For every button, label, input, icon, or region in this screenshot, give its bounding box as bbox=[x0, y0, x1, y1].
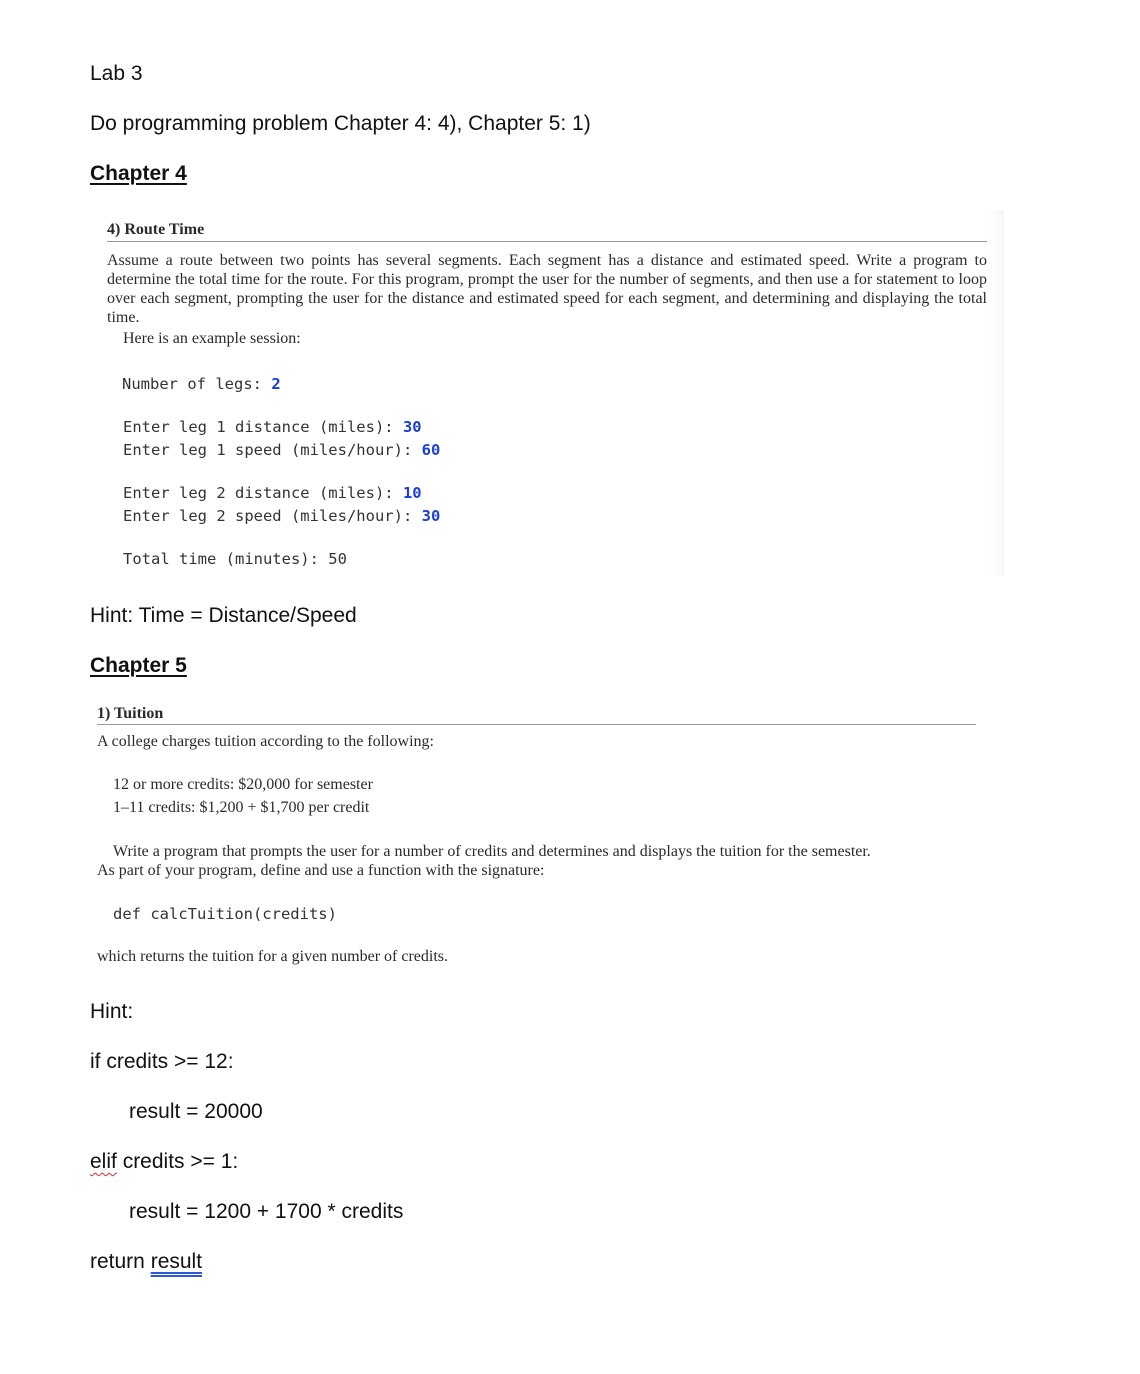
grammar-flagged-word: result bbox=[150, 1250, 203, 1273]
session-leg1-speed-line bbox=[123, 440, 440, 460]
hint-code-line-if: if credits >= 12: bbox=[90, 1050, 234, 1073]
hint-code-line-result-full: result = 20000 bbox=[129, 1100, 263, 1123]
leg1-distance-value: 30 bbox=[402, 418, 422, 436]
session-total-line: Total time (minutes): 50 bbox=[123, 550, 347, 568]
session-leg1-distance-line bbox=[123, 417, 422, 437]
chapter5-heading: Chapter 5 bbox=[90, 654, 187, 677]
hint-code-line-return bbox=[90, 1249, 202, 1275]
session-legs-line bbox=[122, 374, 281, 394]
session-leg2-distance-line bbox=[123, 483, 422, 503]
returns-description: which returns the tuition for a given number of credits. bbox=[97, 948, 449, 965]
chapter4-heading: Chapter 4 bbox=[90, 162, 187, 185]
spellcheck-flagged-word: elif bbox=[90, 1150, 117, 1173]
legs-prompt: Number of legs: bbox=[122, 375, 272, 393]
lab-title: Lab 3 bbox=[90, 62, 143, 85]
tuition-paragraph-line2: As part of your program, define and use a function with the signature: bbox=[97, 862, 545, 879]
hint-code-line-result-partial: result = 1200 + 1700 * credits bbox=[129, 1200, 404, 1223]
tuition-paragraph-line1: Write a program that prompts the user for a number of credits and determines and displays the tuition for the semester. bbox=[113, 843, 871, 860]
route-time-paragraph: Assume a route between two points has several segments. Each segment has a distance and estimated speed. Write a program to determine the total time for the route. For this program, prompt the user for the number of segments, and then use a for statement to loop over each segment, prompting the user for the distance and estimated speed for each segment, and determining and displaying the total time. bbox=[107, 252, 987, 326]
elif-condition: credits >= 1: bbox=[116, 1150, 239, 1173]
return-keyword: return bbox=[90, 1250, 151, 1273]
leg2-distance-value: 10 bbox=[402, 484, 422, 502]
function-signature: def calcTuition(credits) bbox=[113, 905, 337, 923]
instructions: Do programming problem Chapter 4: 4), Chapter 5: 1) bbox=[90, 112, 591, 135]
rate-part-time: 1–11 credits: $1,200 + $1,700 per credit bbox=[113, 799, 370, 816]
chapter4-excerpt bbox=[107, 220, 987, 349]
leg2-speed-prompt: Enter leg 2 speed (miles/hour): bbox=[123, 507, 422, 525]
leg2-distance-prompt: Enter leg 2 distance (miles): bbox=[123, 484, 403, 502]
rate-full-time: 12 or more credits: $20,000 for semester bbox=[113, 776, 373, 793]
chapter4-hint: Hint: Time = Distance/Speed bbox=[90, 604, 357, 627]
hint-code-line-elif bbox=[90, 1149, 238, 1175]
leg1-speed-value: 60 bbox=[421, 441, 441, 459]
example-intro: Here is an example session: bbox=[123, 330, 301, 347]
tuition-intro: A college charges tuition according to the following: bbox=[97, 733, 434, 750]
leg2-speed-value: 30 bbox=[421, 507, 441, 525]
leg1-distance-prompt: Enter leg 1 distance (miles): bbox=[123, 418, 403, 436]
problem-title-route-time: 4) Route Time bbox=[107, 221, 205, 238]
chapter5-excerpt bbox=[97, 704, 976, 725]
chapter5-hint-label: Hint: bbox=[90, 1000, 134, 1023]
title-divider bbox=[97, 724, 976, 725]
legs-value: 2 bbox=[271, 375, 281, 393]
leg1-speed-prompt: Enter leg 1 speed (miles/hour): bbox=[123, 441, 422, 459]
excerpt-edge-shadow bbox=[990, 210, 1004, 576]
problem-title-tuition: 1) Tuition bbox=[97, 705, 164, 722]
session-leg2-speed-line bbox=[123, 506, 440, 526]
title-divider bbox=[107, 241, 987, 242]
